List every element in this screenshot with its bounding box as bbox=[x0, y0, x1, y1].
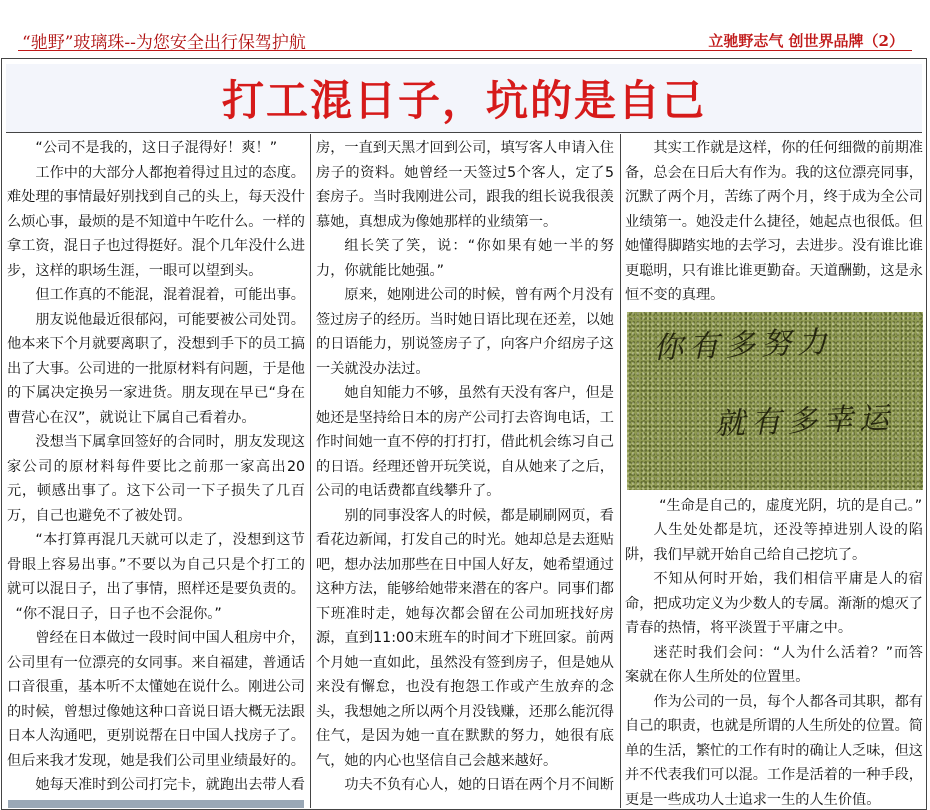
bottom-image-edge bbox=[8, 800, 304, 808]
header-slogan: “驰野”玻璃珠--为您安全出行保驾护航 bbox=[22, 33, 306, 53]
paragraph: 其实工作就是这样，你的任何细微的前期准备，总会在日后大有作为。我的这位漂亮同事，沉默了两个月，苦练了两个月，终于成为全公司业绩第一。她没走什么捷径，她起点也很低。但她懂得脚踏实地的去学习，去进步。没有谁比谁更聪明，只有谁比谁更勤奋。天道酬勤，这是永恒不变的真理。 bbox=[625, 140, 923, 303]
paragraph: 曾经在日本做过一段时间中国人租房中介，公司里有一位漂亮的女同事。来自福建，普通话口音很重，基本听不太懂她在说什么。刚进公司的时候，曾想过像她这种口音说日语大概无法跟日本人沟通吧，更别说帮在日中国人找房子了。但后来我才发现，她是我们公司里业绩最好的。 bbox=[7, 630, 305, 769]
paragraph: 房，一直到天黑才回到公司，填写客人申请入住房子的资料。她曾经一天签过5个客人，定了5套房子。当时我刚进公司，跟我的组长说我很羡慕她，真想成为像她那样的业绩第一。 bbox=[316, 140, 614, 230]
paragraph: “生命是自己的，虚度光阴，坑的是自己。” bbox=[659, 497, 923, 514]
paragraph: 她每天准时到公司打完卡，就跑出去带人看 bbox=[35, 777, 305, 793]
paragraph: 功夫不负有心人，她的日语在两个月不间断 bbox=[344, 777, 614, 793]
paragraph: 原来，她刚进公司的时候，曾有两个月没有签过房子的经历。当时她日语比现在还差，以她的日语能力，别说签房子了，向客户介绍房子这一关就没办法过。 bbox=[316, 287, 614, 377]
paragraph: 别的同事没客人的时候，都是刷刷网页，看看花边新闻，打发自己的时光。她却总是去逛贴吧，想办法加那些在日中国人好友，她希望通过这种方法，能够给她带来潜在的客户。同事们都下班准时走，她每次都会留在公司加班找好房源，直到11:00末班车的时间才下班回家。前两个月她一直如此，虽然没有签到房子，但是她从来没有懈怠，也没有抱怨工作或产生放弃的念头，我想她之所以两个月没钱赚，还那么能沉得住气，是因为她一直在默默的努力，她很有底气，她的内心也坚信自己会越来越好。 bbox=[316, 507, 614, 769]
column-1 bbox=[7, 136, 305, 808]
paragraph: 她自知能力不够，虽然有天没有客户，但是她还是坚持给日本的房产公司打去咨询电话，工作时间她一直不停的打打打，借此机会练习自己的日语。经理还曾开玩笑说，自从她来了之后，公司的电话费都直线攀升了。 bbox=[316, 385, 614, 499]
page-header bbox=[0, 0, 930, 52]
header-page-label: 立驰野志气 创世界品牌（2） bbox=[708, 32, 904, 50]
motto-picture bbox=[627, 312, 923, 490]
paragraph: 工作中的大部分人都抱着得过且过的态度。难处理的事情最好别找到自己的头上，每天没什么烦心事，最烦的是不知道中午吃什么。一样的拿工资，混日子也过得挺好。混个几年没什么进步，这样的职场生涯，一眼可以望到头。 bbox=[7, 164, 305, 279]
paragraph: 迷茫时我们会问：“人为什么活着？”而答案就在你人生所处的位置里。 bbox=[625, 644, 923, 685]
paragraph: 没想当下属拿回签好的合同时，朋友发现这家公司的原材料每件要比之前那一家高出20元，顿感出事了。这下公司一下子损失了几百万，自己也避免不了被处罚。 bbox=[7, 434, 305, 524]
motto-line-1: 你有多努力 bbox=[652, 324, 834, 366]
paragraph: 作为公司的一员，每个人都各司其职，都有自己的职责，也就是所谓的人生所处的位置。简单的生活，繁忙的工作有时的确让人乏味，但这并不代表我们可以混。工作是活着的一种手段，更是一些成功人士追求一生的人生价值。 bbox=[625, 693, 923, 808]
paragraph: 组长笑了笑，说：“你如果有她一半的努力，你就能比她强。” bbox=[316, 238, 614, 279]
paragraph: 不知从何时开始，我们相信平庸是人的宿命，把成功定义为少数人的专属。渐渐的熄灭了青春的热情，将平淡置于平庸之中。 bbox=[625, 571, 923, 636]
column-divider bbox=[310, 134, 311, 808]
paragraph: “公司不是我的，这日子混得好！爽！” bbox=[35, 140, 278, 156]
article-title: 打工混日子，坑的是自己 bbox=[221, 76, 706, 125]
motto-line-2: 就有多幸运 bbox=[714, 400, 896, 442]
paragraph: 人生处处都是坑，还没等掉进别人设的陷阱，我们早就开始自己给自己挖坑了。 bbox=[625, 522, 923, 563]
column-3 bbox=[625, 136, 923, 808]
column-2 bbox=[316, 136, 614, 808]
paragraph: 但工作真的不能混，混着混着，可能出事。 bbox=[35, 287, 305, 303]
header-rule bbox=[18, 50, 912, 51]
column-divider bbox=[620, 134, 621, 808]
paragraph: “本打算再混几天就可以走了，没想到这节骨眼上容易出事。”不要以为自己只是个打工的就可以混日子，出了事情，照样还是要负责的。 bbox=[7, 532, 305, 597]
title-box bbox=[6, 64, 922, 133]
paragraph: 朋友说他最近很郁闷，可能要被公司处罚。他本来下个月就要离职了，没想到手下的员工搞出了大事。公司进的一批原材料有问题，于是他的下属决定换另一家进货。朋友现在早已“身在曹营心在汉”，就说让下属自己看着办。 bbox=[7, 311, 305, 426]
paragraph: “你不混日子，日子也不会混你。” bbox=[15, 605, 222, 622]
